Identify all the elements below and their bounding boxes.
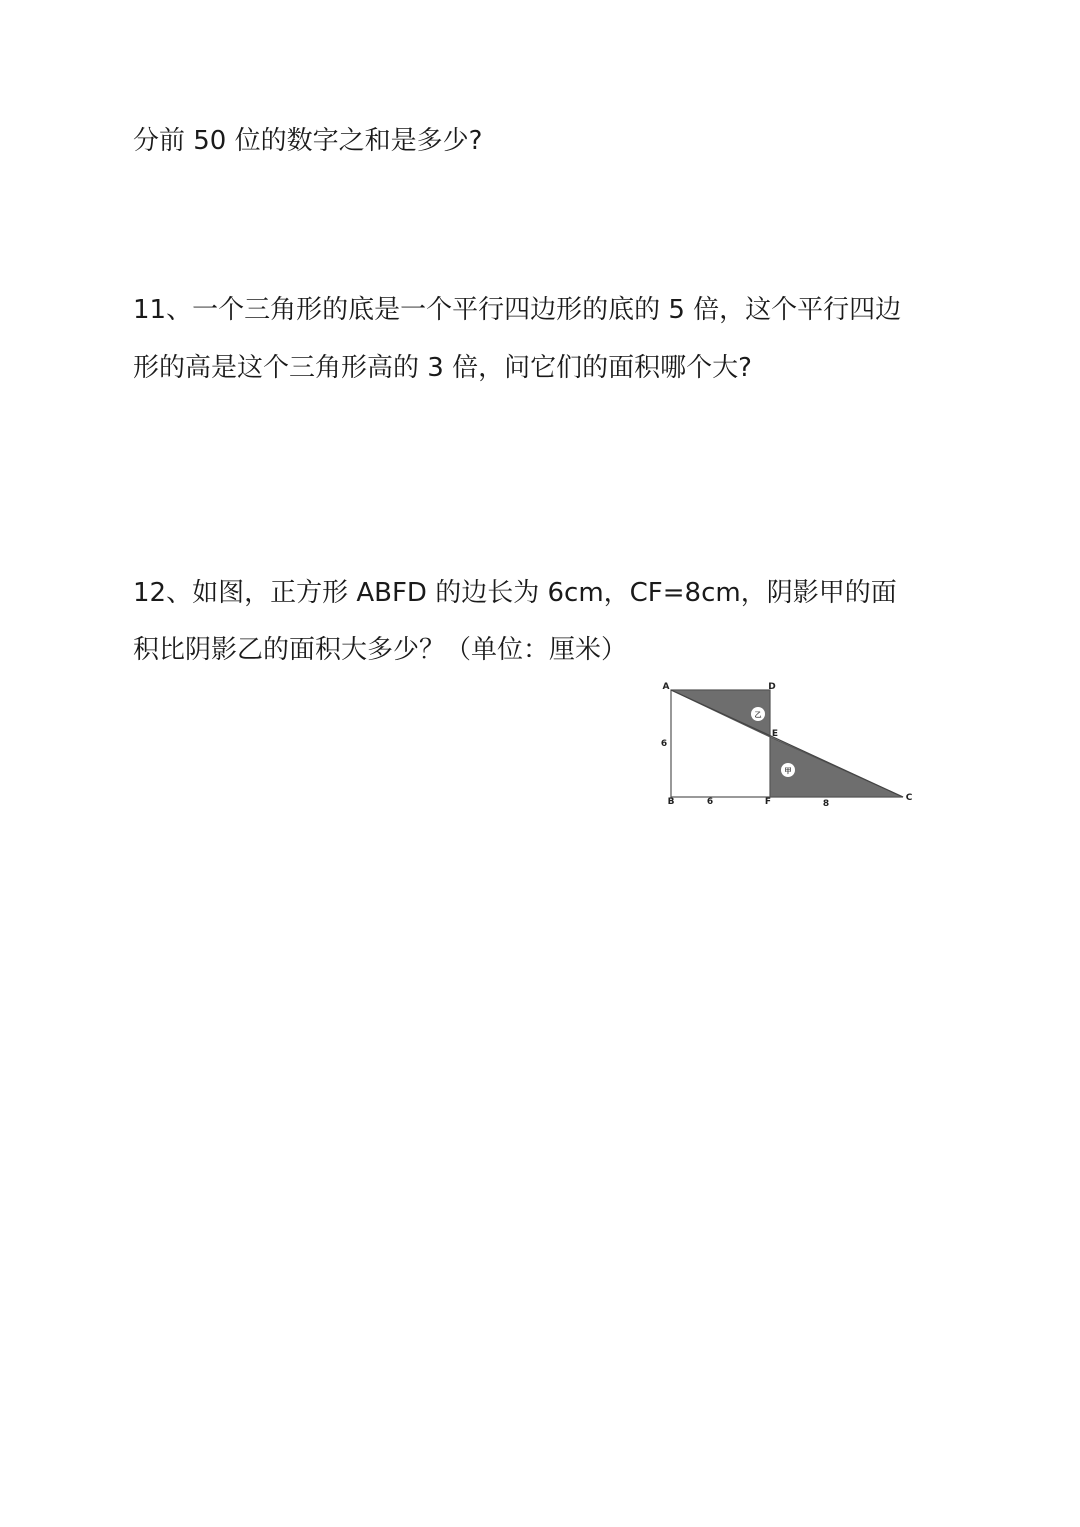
label-point-c: C [905, 793, 913, 803]
label-jia: 甲 [784, 767, 792, 775]
label-point-a: A [662, 682, 670, 692]
label-point-e: E [771, 729, 779, 739]
length-bf: 6 [706, 797, 714, 807]
question-12-line-2: 积比阴影乙的面积大多少？（单位：厘米） [133, 635, 628, 665]
question-11-line-1: 11、一个三角形的底是一个平行四边形的底的 5 倍，这个平行四边 [133, 295, 902, 325]
question-10-continuation: 分前 50 位的数字之和是多少? [133, 126, 483, 156]
label-point-d: D [768, 682, 776, 692]
question-11-line-2: 形的高是这个三角形高的 3 倍，问它们的面积哪个大? [133, 353, 752, 383]
length-ab: 6 [660, 739, 668, 749]
label-yi: 乙 [754, 711, 762, 719]
geometry-figure-svg [655, 680, 920, 810]
question-12-line-1: 12、如图，正方形 ABFD 的边长为 6cm，CF=8cm，阴影甲的面 [133, 578, 897, 608]
length-fc: 8 [822, 799, 830, 809]
label-point-b: B [667, 797, 675, 807]
label-point-f: F [764, 797, 772, 807]
geometry-figure [655, 680, 920, 810]
